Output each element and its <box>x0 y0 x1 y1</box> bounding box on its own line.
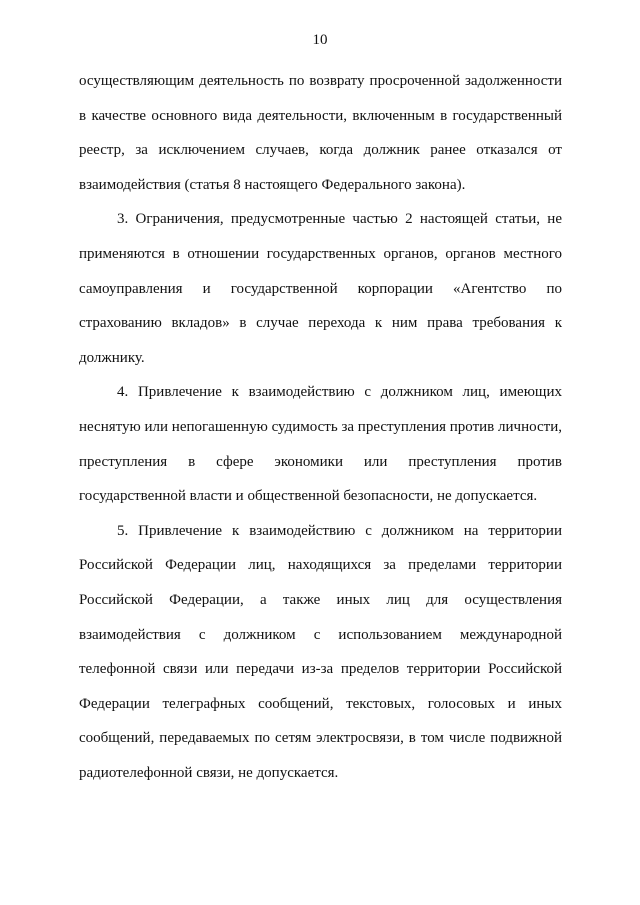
page-number: 10 <box>312 32 328 48</box>
paragraph-3-restrictions-exemption: 3. Ограничения, предусмотренные частью 2 настоящей статьи, не применяются в отношении государственных органов, органов местного самоуправления и государственной корпорации «Агентство по страхованию вкладов» в случае перехода к ним права требования к должнику. <box>79 211 562 366</box>
paragraph-4-criminal-record-ban: 4. Привлечение к взаимодействию с должником лиц, имеющих неснятую или непогашенную судимость за преступления против личности, преступления в сфере экономики или преступления против государственной власти и общественной безопасности, не допускается. <box>79 384 562 505</box>
paragraph-continuation: осуществляющим деятельность по возврату просроченной задолженности в качестве основного вида деятельности, включенным в государственный реестр, за исключением случаев, когда должник ранее отказался от взаимодействия (статья 8 настоящего Федерального закона). <box>79 73 562 193</box>
document-body <box>79 64 562 790</box>
paragraph-5-foreign-persons-ban: 5. Привлечение к взаимодействию с должником на территории Российской Федерации лиц, находящихся за пределами территории Российской Федерации, а также иных лиц для осуществления взаимодействия с должником с использованием международной телефонной связи или передачи из-за пределов территории Российской Федерации телеграфных сообщений, текстовых, голосовых и иных сообщений, передаваемых по сетям электросвязи, в том числе подвижной радиотелефонной связи, не допускается. <box>79 522 562 781</box>
